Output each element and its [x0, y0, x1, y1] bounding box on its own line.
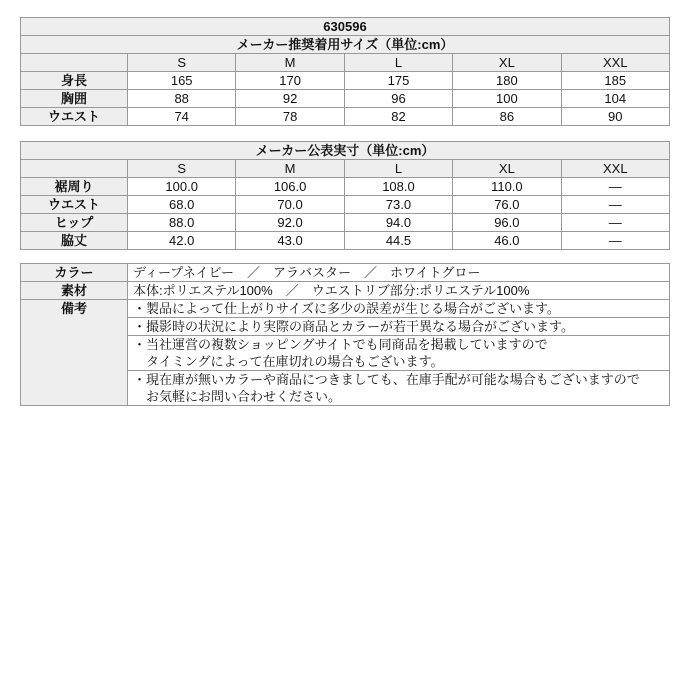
size-col-header-s: S	[128, 54, 236, 72]
size-value: 88	[128, 90, 236, 108]
size-col-header-l: L	[344, 54, 452, 72]
note-line: タイミングによって在庫切れの場合もございます。	[146, 354, 444, 369]
row-label-hip: ヒップ	[21, 214, 128, 232]
info-value-material: 本体:ポリエステル100% ／ ウエストリブ部分:ポリエステル100%	[128, 282, 670, 300]
row-label-hem: 裾周り	[21, 178, 128, 196]
measure-value: 42.0	[128, 232, 236, 250]
measure-value: 73.0	[344, 196, 452, 214]
corner-cell	[21, 54, 128, 72]
note-line: お気軽にお問い合わせください。	[146, 389, 342, 404]
note-line: ・製品によって仕上がりサイズに多少の誤差が生じる場合がございます。	[133, 301, 560, 316]
size-value: 100	[453, 90, 561, 108]
measure-value: 46.0	[453, 232, 561, 250]
info-value-color: ディープネイビー ／ アラバスター ／ ホワイトグロー	[128, 264, 670, 282]
published-measurements-table	[20, 141, 670, 250]
recommended-size-table	[20, 17, 670, 126]
size-col-header-m: M	[236, 54, 344, 72]
info-label-color: カラー	[21, 264, 128, 282]
measure-value: ―	[561, 178, 669, 196]
table-row	[21, 178, 670, 196]
measure-value: 96.0	[453, 214, 561, 232]
actual-table-title: メーカー公表実寸（単位:cm）	[21, 142, 670, 160]
size-value: 92	[236, 90, 344, 108]
size-value: 170	[236, 72, 344, 90]
product-code: 630596	[21, 18, 670, 36]
info-label-material: 素材	[21, 282, 128, 300]
size-col-header-xl: XL	[453, 160, 561, 178]
note-line: ・現在庫が無いカラーや商品につきましても、在庫手配が可能な場合もございますので	[133, 372, 640, 387]
note-line: ・撮影時の状況により実際の商品とカラーが若干異なる場合がございます。	[133, 319, 574, 334]
measure-value: 92.0	[236, 214, 344, 232]
recommended-table-title: メーカー推奨着用サイズ（単位:cm）	[21, 36, 670, 54]
measure-value: ―	[561, 196, 669, 214]
size-col-header-m: M	[236, 160, 344, 178]
size-value: 104	[561, 90, 669, 108]
size-value: 78	[236, 108, 344, 126]
measure-value: ―	[561, 214, 669, 232]
size-col-header-s: S	[128, 160, 236, 178]
measure-value: 43.0	[236, 232, 344, 250]
table-row	[21, 108, 670, 126]
note-line: ・当社運営の複数ショッピングサイトでも同商品を掲載していますので	[133, 337, 548, 352]
note-item	[128, 336, 670, 371]
table-row	[21, 214, 670, 232]
row-label-chest: 胸囲	[21, 90, 128, 108]
size-col-header-xxl: XXL	[561, 160, 669, 178]
table-row	[21, 300, 670, 318]
measure-value: 100.0	[128, 178, 236, 196]
table-row	[21, 90, 670, 108]
row-label-waist: ウエスト	[21, 196, 128, 214]
table-row	[21, 72, 670, 90]
measure-value: 108.0	[344, 178, 452, 196]
size-value: 90	[561, 108, 669, 126]
row-label-height: 身長	[21, 72, 128, 90]
info-label-notes: 備考	[21, 300, 128, 406]
size-col-header-xxl: XXL	[561, 54, 669, 72]
size-col-header-l: L	[344, 160, 452, 178]
size-value: 86	[453, 108, 561, 126]
note-item	[128, 318, 670, 336]
product-info-table	[20, 263, 670, 406]
size-value: 82	[344, 108, 452, 126]
size-value: 165	[128, 72, 236, 90]
note-item	[128, 371, 670, 406]
measure-value: 76.0	[453, 196, 561, 214]
measure-value: 44.5	[344, 232, 452, 250]
size-value: 185	[561, 72, 669, 90]
corner-cell	[21, 160, 128, 178]
measure-value: 106.0	[236, 178, 344, 196]
table-row	[21, 196, 670, 214]
measure-value: ―	[561, 232, 669, 250]
measure-value: 94.0	[344, 214, 452, 232]
table-row	[21, 282, 670, 300]
measure-value: 68.0	[128, 196, 236, 214]
measure-value: 110.0	[453, 178, 561, 196]
row-label-waist: ウエスト	[21, 108, 128, 126]
table-row	[21, 264, 670, 282]
measure-value: 70.0	[236, 196, 344, 214]
row-label-side-length: 脇丈	[21, 232, 128, 250]
note-item	[128, 300, 670, 318]
size-value: 175	[344, 72, 452, 90]
size-col-header-xl: XL	[453, 54, 561, 72]
size-spec-sheet	[20, 17, 670, 406]
size-value: 96	[344, 90, 452, 108]
size-value: 180	[453, 72, 561, 90]
measure-value: 88.0	[128, 214, 236, 232]
size-value: 74	[128, 108, 236, 126]
table-row	[21, 232, 670, 250]
